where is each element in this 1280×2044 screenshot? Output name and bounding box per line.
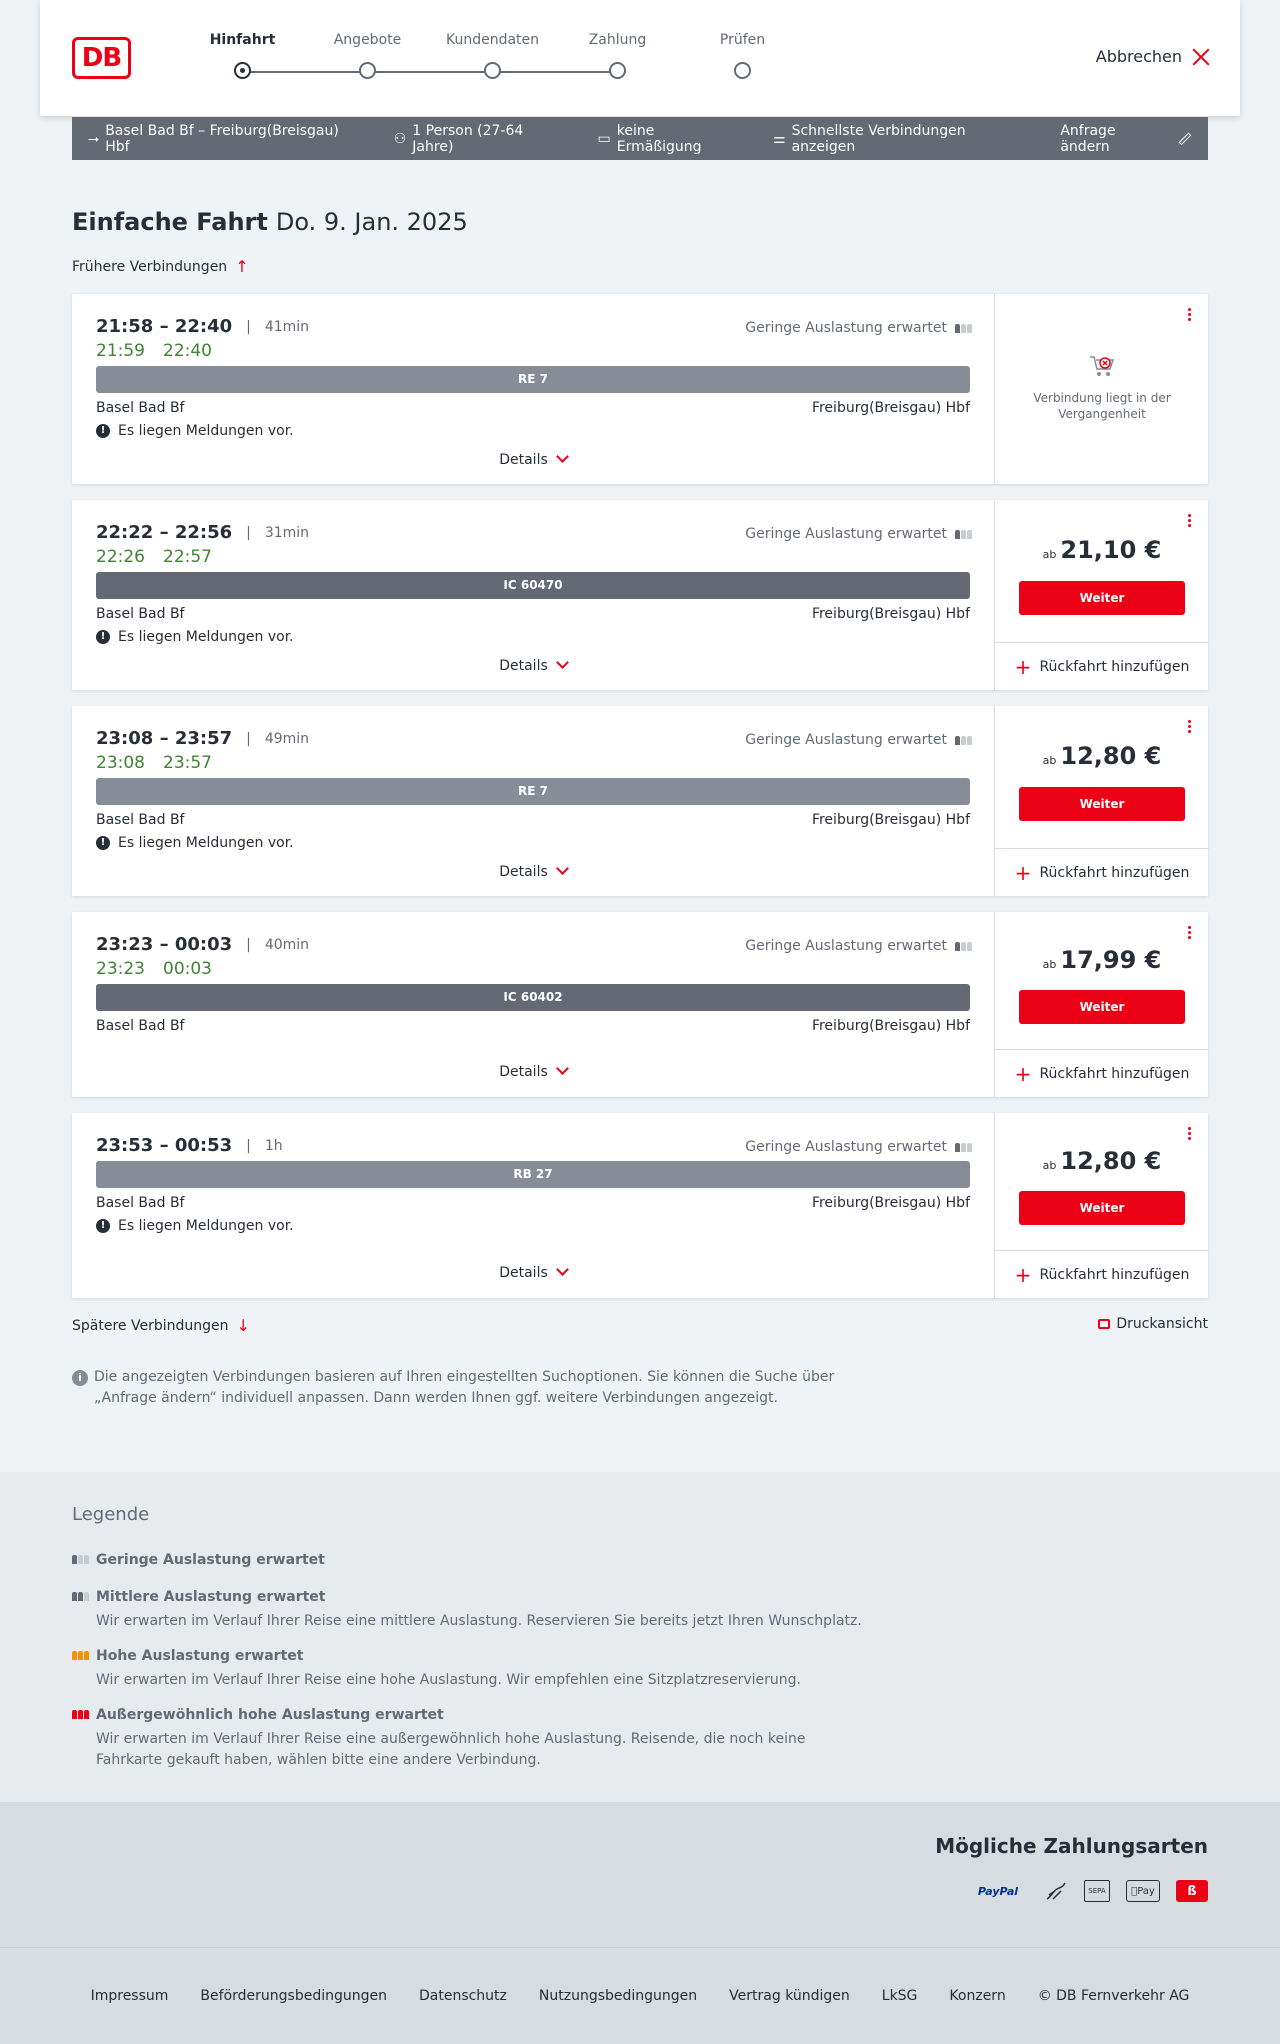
separator: |	[246, 936, 251, 953]
occupancy-label: Geringe Auslastung erwartet	[745, 938, 947, 954]
message-notice	[96, 423, 294, 439]
print-label: Druckansicht	[1116, 1316, 1208, 1332]
occupancy-low-icon	[955, 1143, 972, 1152]
realtime-times	[96, 341, 230, 361]
sliders-icon: ⚌	[773, 130, 786, 147]
legend-item	[72, 1648, 872, 1691]
train-bar[interactable]: IC 60402	[96, 984, 970, 1011]
return-label: Rückfahrt hinzufügen	[1039, 658, 1190, 675]
connection-info	[72, 1113, 994, 1298]
separator: |	[246, 730, 251, 747]
separator: |	[246, 318, 251, 335]
paypal-icon	[968, 1880, 1028, 1902]
add-return-trip-button[interactable]	[995, 642, 1209, 690]
earlier-connections-link[interactable]	[72, 257, 249, 276]
price	[995, 1147, 1209, 1175]
connection-times	[96, 522, 309, 543]
footer-link-befoerderungsbedingungen[interactable]: Beförderungsbedingungen	[200, 1988, 387, 2004]
past-label: Verbindung liegt in der Vergangenheit	[1033, 391, 1171, 421]
step-label: Prüfen	[719, 32, 766, 48]
duration: 1h	[264, 1137, 283, 1154]
price	[995, 946, 1209, 974]
info-text: Die angezeigten Verbindungen basieren auf Ihren eingestellten Suchoptionen. Sie können die Suche über „Anfrage ändern“ individuell anpassen. Dann werden Ihnen ggf. weitere Verbindungen angezeigt.	[94, 1369, 835, 1406]
return-label: Rückfahrt hinzufügen	[1039, 1065, 1190, 1082]
price-prefix: ab	[1042, 754, 1057, 767]
printer-icon	[1098, 1319, 1110, 1329]
cancel-button[interactable]	[1096, 47, 1210, 66]
occupancy-low-icon	[72, 1555, 89, 1564]
duration: 40min	[264, 936, 310, 953]
realtime-arrival: 22:40	[163, 341, 212, 361]
connection-info	[72, 912, 994, 1097]
details-toggle[interactable]	[72, 658, 994, 674]
step-pruefen	[680, 32, 805, 48]
trip-type: Einfache Fahrt	[72, 208, 268, 236]
destination-station: Freiburg(Breisgau) Hbf	[811, 812, 970, 828]
details-label: Details	[499, 1265, 548, 1281]
info-icon: i	[72, 1370, 88, 1386]
payment-title: Mögliche Zahlungsarten	[935, 1834, 1208, 1858]
step-dot	[734, 62, 751, 79]
legend-item	[72, 1589, 872, 1632]
footer-link-vertrag-kuendigen[interactable]: Vertrag kündigen	[729, 1988, 850, 2004]
add-return-trip-button[interactable]	[995, 848, 1209, 896]
paypal-label: PayPal	[977, 1884, 1019, 1898]
discount-label: keine Ermäßigung	[616, 122, 702, 155]
connection-card	[72, 1113, 1208, 1298]
query-bar	[72, 117, 1208, 160]
add-return-trip-button[interactable]	[995, 1250, 1209, 1298]
continue-button[interactable]: Weiter	[1019, 581, 1185, 615]
occupancy-info	[745, 320, 972, 336]
realtime-departure: 23:08	[96, 753, 145, 773]
discount-summary	[598, 123, 740, 155]
offer-panel	[994, 294, 1208, 484]
price-prefix: ab	[1042, 958, 1057, 971]
offer-panel	[994, 706, 1208, 896]
details-toggle[interactable]	[72, 864, 994, 880]
realtime-times	[96, 753, 230, 773]
connection-info	[72, 294, 994, 484]
destination-station: Freiburg(Breisgau) Hbf	[811, 400, 970, 416]
occupancy-label: Geringe Auslastung erwartet	[745, 526, 947, 542]
card-icon: ▭	[597, 130, 611, 147]
step-dot	[484, 62, 501, 79]
route-arrow-icon: ⭢	[88, 130, 100, 147]
duration: 49min	[264, 730, 310, 747]
trip-date: Do. 9. Jan. 2025	[275, 208, 468, 236]
realtime-departure: 22:26	[96, 547, 145, 567]
footer-link-impressum[interactable]: Impressum	[90, 1988, 169, 2004]
price	[995, 536, 1209, 564]
planned-times: 23:08 – 23:57	[96, 728, 233, 749]
message-notice	[96, 835, 294, 851]
sepa-icon	[1084, 1880, 1110, 1902]
arrow-up-icon: ↑	[235, 257, 249, 276]
separator: |	[246, 1137, 251, 1154]
persons-label: 1 Person (27-64 Jahre)	[412, 122, 524, 155]
planned-times: 23:53 – 00:53	[96, 1135, 233, 1156]
chevron-down-icon	[556, 1263, 569, 1276]
offer-panel	[994, 500, 1208, 690]
plus-icon: +	[1014, 1061, 1032, 1086]
train-bar[interactable]: RE 7	[96, 366, 970, 393]
db-pay-icon: ß	[1176, 1880, 1208, 1902]
origin-station: Basel Bad Bf	[96, 812, 185, 828]
origin-station: Basel Bad Bf	[96, 606, 185, 622]
realtime-times	[96, 959, 230, 979]
footer-link-datenschutz[interactable]: Datenschutz	[418, 1988, 507, 2004]
connection-times	[96, 316, 309, 337]
arrow-down-icon: ↓	[236, 1316, 250, 1335]
price-value: 12,80 €	[1060, 1147, 1162, 1175]
duration: 31min	[264, 524, 310, 541]
chevron-down-icon	[556, 656, 569, 669]
alert-icon: !	[96, 836, 110, 850]
connection-times	[96, 1135, 283, 1156]
message-label: Es liegen Meldungen vor.	[118, 835, 294, 851]
price-value: 17,99 €	[1060, 946, 1162, 974]
destination-station: Freiburg(Breisgau) Hbf	[811, 1195, 970, 1211]
step-hinfahrt	[180, 32, 305, 48]
payment-section	[0, 1802, 1280, 1947]
earlier-label: Frühere Verbindungen	[72, 258, 228, 275]
connection-times	[96, 728, 309, 749]
fastest-toggle[interactable]	[773, 123, 1027, 155]
train-bar[interactable]: IC 60470	[96, 572, 970, 599]
legend-item	[72, 1552, 872, 1568]
step-dot	[359, 62, 376, 79]
details-toggle[interactable]	[72, 1265, 994, 1281]
price	[995, 742, 1209, 770]
occupancy-label: Geringe Auslastung erwartet	[745, 732, 947, 748]
past-connection-note	[995, 354, 1209, 422]
legend-item-desc: Wir erwarten im Verlauf Ihrer Reise eine hohe Auslastung. Wir empfehlen eine Sitzplatzreservierung.	[96, 1672, 801, 1688]
legend-item-desc: Wir erwarten im Verlauf Ihrer Reise eine mittlere Auslastung. Reservieren Sie bereits jetzt Ihren Wunschplatz.	[96, 1613, 862, 1629]
plus-icon: +	[1014, 860, 1032, 885]
details-label: Details	[499, 1064, 548, 1080]
continue-button[interactable]: Weiter	[1019, 1191, 1185, 1225]
footer-links	[0, 1988, 1280, 2004]
chevron-down-icon	[556, 862, 569, 875]
progress-line	[242, 71, 626, 73]
step-label: Zahlung	[588, 32, 647, 48]
legend-title: Legende	[72, 1504, 150, 1525]
connection-card	[72, 500, 1208, 690]
price-value: 12,80 €	[1060, 742, 1162, 770]
payment-icons	[968, 1880, 1208, 1902]
legend-item-desc: Wir erwarten im Verlauf Ihrer Reise eine außergewöhnlich hohe Auslastung. Reisende, die noch keine Fahrkarte gekauft haben, wählen bitte eine andere Verbindung.	[96, 1731, 806, 1768]
step-dot	[234, 62, 251, 79]
message-notice	[96, 629, 294, 645]
message-label: Es liegen Meldungen vor.	[118, 1218, 294, 1234]
price-value: 21,10 €	[1060, 536, 1162, 564]
close-icon	[1192, 48, 1210, 66]
footer-copyright: © DB Fernverkehr AG	[1037, 1988, 1190, 2004]
details-toggle[interactable]	[72, 1064, 994, 1080]
realtime-times	[96, 547, 230, 567]
realtime-departure: 23:23	[96, 959, 145, 979]
realtime-arrival: 00:03	[163, 959, 212, 979]
pencil-icon	[1179, 132, 1191, 144]
legend-item	[72, 1707, 872, 1771]
message-label: Es liegen Meldungen vor.	[118, 629, 294, 645]
origin-station: Basel Bad Bf	[96, 400, 185, 416]
step-angebote	[305, 32, 430, 48]
step-zahlung	[555, 32, 680, 48]
realtime-arrival: 22:57	[163, 547, 212, 567]
step-label: Angebote	[333, 32, 402, 48]
occupancy-info	[745, 938, 972, 954]
occupancy-low-icon	[955, 942, 972, 951]
realtime-arrival: 23:57	[163, 753, 212, 773]
occupancy-label: Geringe Auslastung erwartet	[745, 320, 947, 336]
message-notice	[96, 1218, 294, 1234]
occupancy-low-icon	[955, 324, 972, 333]
fastest-label: Schnellste Verbindungen anzeigen	[791, 122, 966, 155]
planned-times: 21:58 – 22:40	[96, 316, 233, 337]
offer-panel	[994, 912, 1208, 1097]
plus-icon: +	[1014, 654, 1032, 679]
print-view-link[interactable]	[1098, 1316, 1208, 1332]
bank-transfer-icon	[1044, 1880, 1068, 1902]
offer-panel	[994, 1113, 1208, 1298]
return-label: Rückfahrt hinzufügen	[1039, 1266, 1190, 1283]
alert-icon: !	[96, 424, 110, 438]
footer-link-konzern[interactable]: Konzern	[949, 1988, 1006, 2004]
legend-item-title: Geringe Auslastung erwartet	[96, 1552, 325, 1568]
connection-card	[72, 294, 1208, 484]
occupancy-low-icon	[955, 736, 972, 745]
step-label: Hinfahrt	[209, 32, 276, 48]
plus-icon: +	[1014, 1262, 1032, 1287]
continue-button[interactable]: Weiter	[1019, 990, 1185, 1024]
step-label: Kundendaten	[445, 32, 540, 48]
person-icon: ⚇	[393, 130, 407, 147]
occupancy-low-icon	[955, 530, 972, 539]
connection-card	[72, 912, 1208, 1097]
later-connections-link[interactable]	[72, 1316, 250, 1335]
edit-label: Anfrage ändern	[1060, 122, 1116, 155]
cancel-label: Abbrechen	[1095, 47, 1182, 66]
planned-times: 23:23 – 00:03	[96, 934, 233, 955]
persons-summary	[394, 123, 565, 155]
details-toggle[interactable]	[72, 452, 994, 468]
origin-station: Basel Bad Bf	[96, 1018, 185, 1034]
occupancy-medium-icon	[72, 1592, 89, 1601]
footer-link-nutzungsbedingungen[interactable]: Nutzungsbedingungen	[538, 1988, 698, 2004]
separator: |	[246, 524, 251, 541]
occupancy-high-icon	[72, 1651, 89, 1660]
progress-steps	[180, 32, 766, 82]
origin-station: Basel Bad Bf	[96, 1195, 185, 1211]
return-label: Rückfahrt hinzufügen	[1039, 864, 1190, 881]
later-label: Spätere Verbindungen	[72, 1317, 229, 1334]
occupancy-info	[745, 732, 972, 748]
footer	[0, 1947, 1280, 2044]
destination-station: Freiburg(Breisgau) Hbf	[811, 606, 970, 622]
db-logo[interactable]: DB	[72, 37, 131, 79]
connection-card	[72, 706, 1208, 896]
chevron-down-icon	[556, 1062, 569, 1075]
details-label: Details	[499, 452, 548, 468]
legend-item-title: Mittlere Auslastung erwartet	[96, 1589, 326, 1605]
price-prefix: ab	[1042, 1159, 1057, 1172]
page-title	[72, 208, 468, 236]
route-summary	[88, 123, 361, 155]
search-info-note	[72, 1367, 852, 1409]
step-dot	[609, 62, 626, 79]
realtime-departure: 21:59	[96, 341, 145, 361]
add-return-trip-button[interactable]	[995, 1049, 1209, 1097]
route-label: Basel Bad Bf – Freiburg(Breisgau) Hbf	[105, 122, 339, 155]
legend-section	[0, 1472, 1280, 1802]
train-bar[interactable]: RE 7	[96, 778, 970, 805]
message-label: Es liegen Meldungen vor.	[118, 423, 294, 439]
connection-info	[72, 500, 994, 690]
train-bar[interactable]: RB 27	[96, 1161, 970, 1188]
alert-icon: !	[96, 1219, 110, 1233]
apple-pay-label: Pay	[1134, 1885, 1152, 1897]
occupancy-exceptional-icon	[72, 1710, 89, 1719]
chevron-down-icon	[556, 450, 569, 463]
occupancy-info	[745, 1139, 972, 1155]
step-kundendaten	[430, 32, 555, 48]
connection-times	[96, 934, 309, 955]
occupancy-info	[745, 526, 972, 542]
alert-icon: !	[96, 630, 110, 644]
destination-station: Freiburg(Breisgau) Hbf	[811, 1018, 970, 1034]
sepa-label: SEPA	[1088, 1887, 1106, 1895]
booking-header	[40, 0, 1240, 116]
occupancy-label: Geringe Auslastung erwartet	[745, 1139, 947, 1155]
planned-times: 22:22 – 22:56	[96, 522, 233, 543]
continue-button[interactable]: Weiter	[1019, 787, 1185, 821]
details-label: Details	[499, 658, 548, 674]
connection-info	[72, 706, 994, 896]
price-prefix: ab	[1042, 548, 1057, 561]
duration: 41min	[264, 318, 310, 335]
legend-item-title: Hohe Auslastung erwartet	[96, 1648, 304, 1664]
edit-query-button[interactable]	[1060, 123, 1192, 155]
legend-item-title: Außergewöhnlich hohe Auslastung erwartet	[96, 1707, 444, 1723]
cart-unavailable-icon	[1089, 354, 1115, 378]
details-label: Details	[499, 864, 548, 880]
apple-pay-icon	[1126, 1880, 1160, 1902]
footer-link-lksg[interactable]: LkSG	[881, 1988, 918, 2004]
